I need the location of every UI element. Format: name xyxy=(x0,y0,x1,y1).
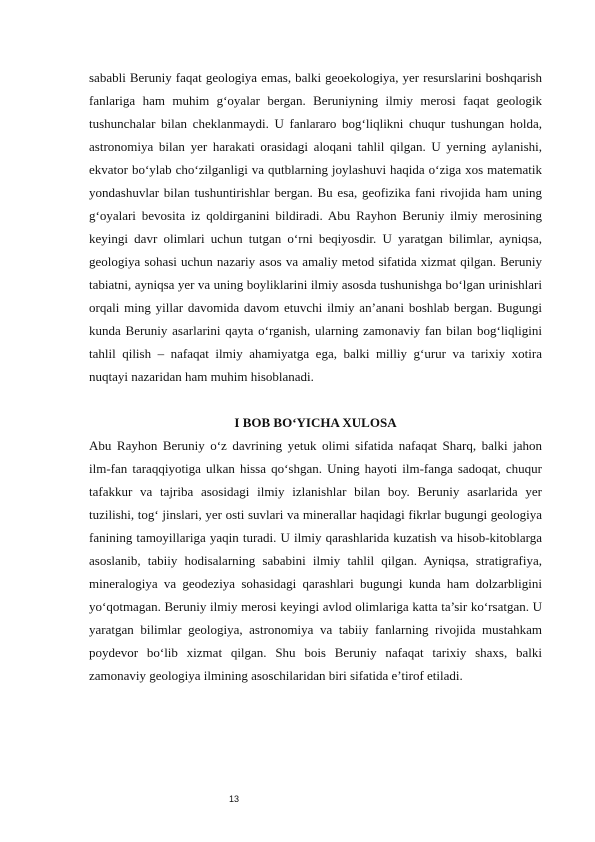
page-number: 13 xyxy=(229,794,240,804)
document-body xyxy=(89,66,542,687)
section-heading: I BOB BO‘YICHA XULOSA xyxy=(234,415,397,430)
body-paragraph-1: sababli Beruniy faqat geologiya emas, balki geoekologiya, yer resurslarini boshqarish fanlariga ham muhim g‘oyalar bergan. Beruniyning ilmiy merosi faqat geologik tushunchalar bilan cheklanmaydi. U fanlararo bog‘liqlikni chuqur tushungan holda, astronomiya bilan yer harakati orasidagi aloqani tahlil qilgan. U yerning aylanishi, ekvator bo‘ylab cho‘zilganligi va qutblarning joylashuvi haqida o‘ziga xos matematik yondashuvlar bilan tushuntirishlar bergan. Bu esa, geofizika fani rivojida ham uning g‘oyalari bevosita iz qoldirganini bildiradi. Abu Rayhon Beruniy ilmiy merosining keyingi davr olimlari uchun tutgan o‘rni beqiyosdir. U yaratgan bilimlar, ayniqsa, geologiya sohasi uchun nazariy asos va amaliy metod sifatida xizmat qilgan. Beruniy tabiatni, ayniqsa yer va uning boyliklarini ilmiy asosda tushunishga bo‘lgan urinishlari orqali ming yillar davomida davom etuvchi ilmiy an’anani boshlab bergan. Bugungi kunda Beruniy asarlarini qayta o‘rganish, ularning zamonaviy fan bilan bog‘liqligini tahlil qilish – nafaqat ilmiy ahamiyatga ega, balki milliy g‘urur va tarixiy xotira nuqtayi nazaridan ham muhim hisoblanadi. xyxy=(89,70,542,384)
body-paragraph-2: Abu Rayhon Beruniy o‘z davrining yetuk olimi sifatida nafaqat Sharq, balki jahon ilm-fan taraqqiyotiga ulkan hissa qo‘shgan. Uning hayoti ilm-fanga sadoqat, chuqur tafakkur va tajriba asosidagi ilmiy izlanishlar bilan boy. Beruniy asarlarida yer tuzilishi, tog‘ jinslari, yer osti suvlari va minerallar haqidagi fikrlar bugungi geologiya fanining tamoyillariga yaqin turadi. U ilmiy qarashlarida kuzatish va hisob-kitoblarga asoslanib, tabiiy hodisalarning sababini ilmiy tahlil qilgan. Ayniqsa, stratigrafiya, mineralogiya va geodeziya sohasidagi qarashlari bugungi kunda ham dolzarbligini yo‘qotmagan. Beruniy ilmiy merosi keyingi avlod olimlariga katta ta’sir ko‘rsatgan. U yaratgan bilimlar geologiya, astronomiya va tabiiy fanlarning rivojida mustahkam poydevor bo‘lib xizmat qilgan. Shu bois Beruniy nafaqat tarixiy shaxs, balki zamonaviy geologiya ilmining asoschilaridan biri sifatida e’tirof etiladi. xyxy=(89,438,542,683)
